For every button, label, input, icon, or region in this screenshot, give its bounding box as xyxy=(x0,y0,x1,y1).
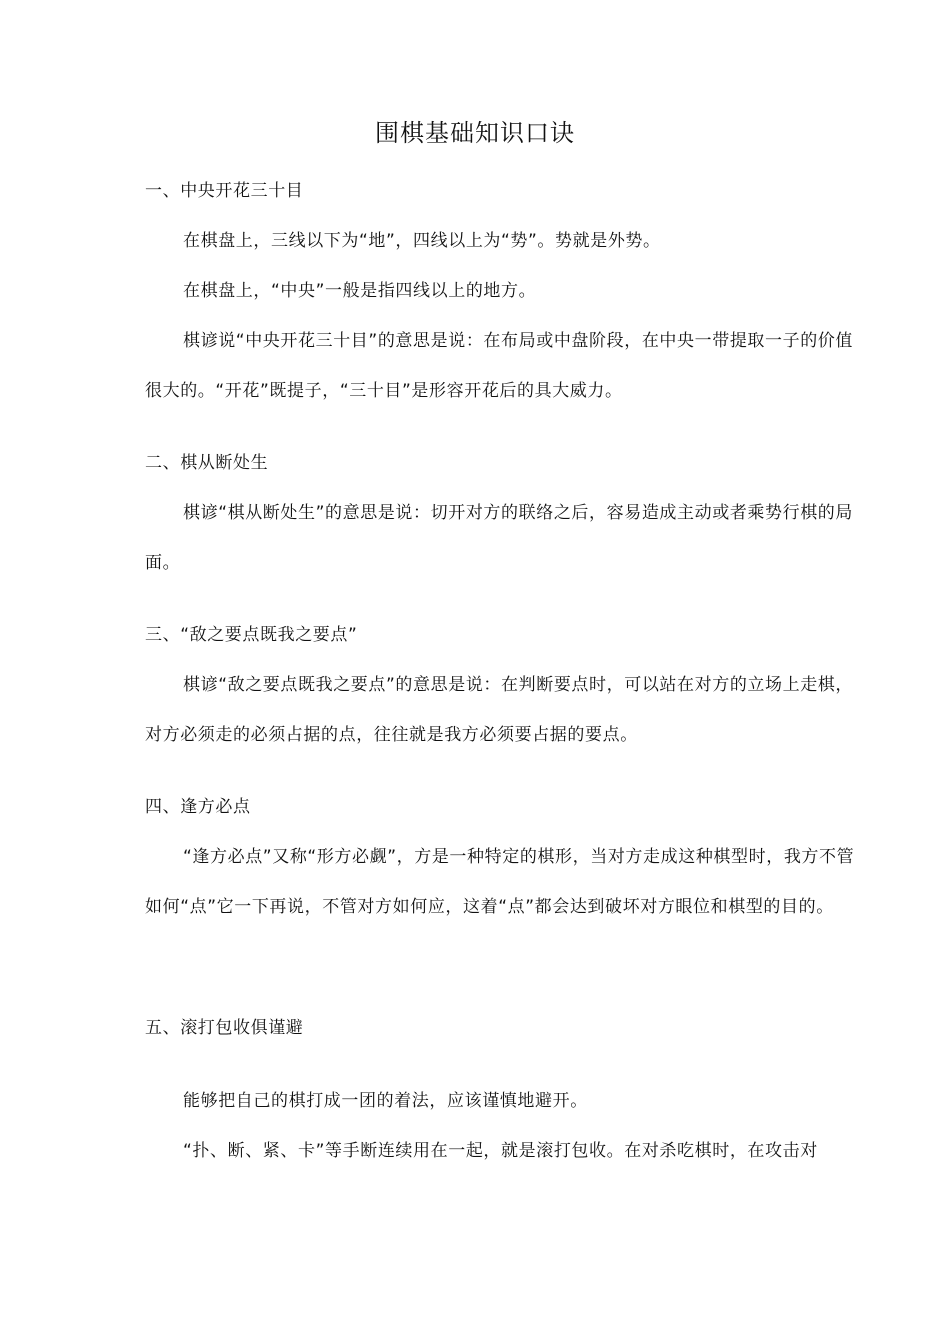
paragraph: “逢方必点”又称“形方必觑”，方是一种特定的棋形，当对方走成这种棋型时，我方不管如何“点”它一下再说，不管对方如何应，这着“点”都会达到破坏对方眼位和棋型的目的。 xyxy=(145,847,855,917)
paragraph: 能够把自己的棋打成一团的着法，应该谨慎地避开。 xyxy=(183,1091,588,1111)
paragraph: 在棋盘上，“中央”一般是指四线以上的地方。 xyxy=(183,281,537,301)
section-heading-1: 一、中央开花三十目 xyxy=(145,181,304,201)
section-heading-4: 四、逢方必点 xyxy=(145,797,251,817)
section-heading-5: 五、滚打包收俱谨避 xyxy=(145,1018,304,1038)
paragraph: 棋谚“棋从断处生”的意思是说：切开对方的联络之后，容易造成主动或者乘势行棋的局面。 xyxy=(145,503,854,573)
section-heading-2: 二、棋从断处生 xyxy=(145,453,269,473)
paragraph: 棋谚说“中央开花三十目”的意思是说：在布局或中盘阶段，在中央一带提取一子的价值很大的。“开花”既提子，“三十目”是形容开花后的具大威力。 xyxy=(145,331,854,401)
paragraph: 在棋盘上，三线以下为“地”，四线以上为“势”。势就是外势。 xyxy=(183,231,661,251)
paragraph: “扑、断、紧、卡”等手断连续用在一起，就是滚打包收。在对杀吃棋时，在攻击对 xyxy=(183,1141,818,1161)
paragraph: 棋谚“敌之要点既我之要点”的意思是说：在判断要点时，可以站在对方的立场上走棋，对方必须走的必须占据的点，往往就是我方必须要占据的要点。 xyxy=(145,675,854,745)
section-heading-3: 三、“敌之要点既我之要点” xyxy=(145,625,358,645)
document-title: 围棋基础知识口诀 xyxy=(375,119,575,147)
